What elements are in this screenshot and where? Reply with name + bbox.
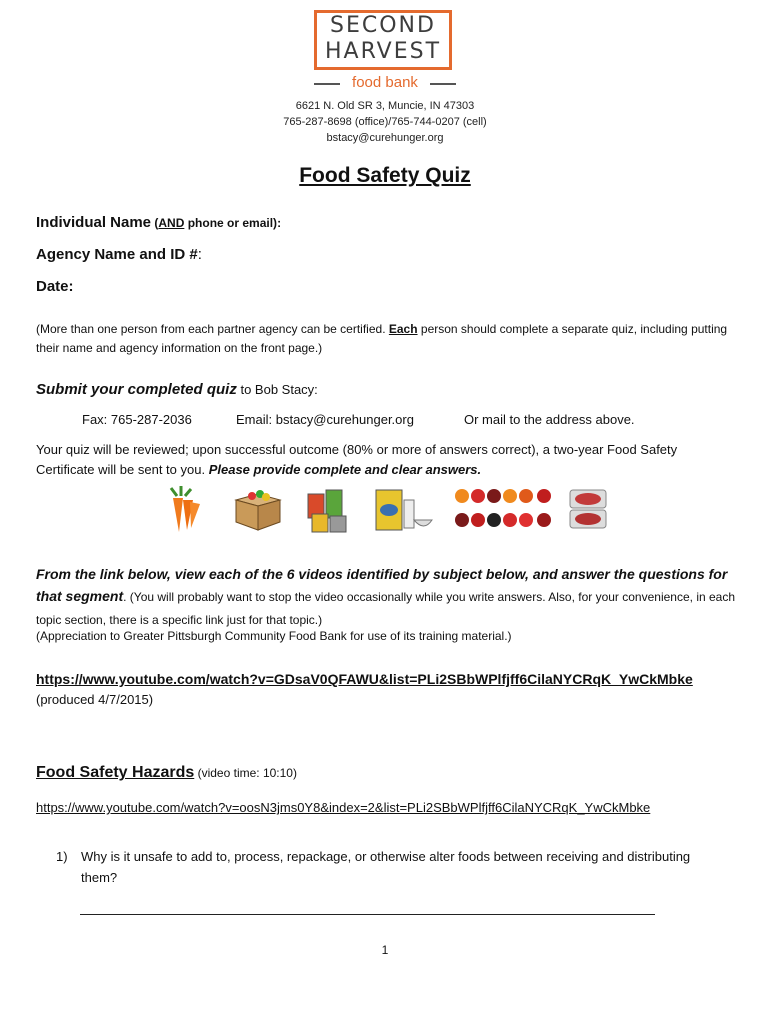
- page-title: Food Safety Quiz: [299, 164, 471, 187]
- address-street: 6621 N. Old SR 3, Muncie, IN 47303: [295, 100, 475, 112]
- logo-line-1: SECOND: [330, 13, 436, 38]
- appreciation-note: (Appreciation to Greater Pittsburgh Community Food Bank for use of its training material.): [36, 629, 512, 643]
- page-number: 1: [381, 943, 389, 957]
- answer-line[interactable]: [80, 913, 655, 915]
- video-instructions: From the link below, view each of the 6 videos identified by subject below, and answer the questions for that segment. (You will probably want to stop the video occasionally while you write answers. Also, for your convenience, in each topic section, there is a specific link just for that topic.): [36, 566, 736, 627]
- second-harvest-logo: [314, 10, 456, 96]
- date-label: Date:: [36, 278, 74, 295]
- canned-goods-icon: [306, 486, 350, 534]
- logo-food-bank: [314, 74, 456, 92]
- contact-fax: Fax: 765-287-2036: [82, 412, 192, 427]
- submit-instruction: Submit your completed quiz to Bob Stacy:: [36, 381, 318, 398]
- agency-field[interactable]: Agency Name and ID #:: [36, 246, 202, 263]
- carrots-icon: [163, 486, 207, 534]
- logo-line-3: food bank: [352, 74, 418, 91]
- date-field[interactable]: [36, 278, 74, 295]
- section-video-link[interactable]: https://www.youtube.com/watch?v=oosN3jms0Y8&index=2&list=PLi2SBbWPlfjff6CilaNYCRqK_YwCkMbke: [36, 800, 651, 815]
- meat-icon: [568, 486, 610, 532]
- produced-date: (produced 4/7/2015): [36, 692, 154, 707]
- address-phones: 765-287-8698 (office)/765-744-0207 (cell): [283, 116, 487, 128]
- agency-label: Agency Name and ID #: [36, 246, 198, 263]
- review-note: Your quiz will be reviewed; upon successful outcome (80% or more of answers correct), a two-year Food Safety Certificate will be sent to you. Please provide complete and clear answers.: [36, 442, 678, 477]
- fruit-icon: [454, 486, 558, 534]
- section-heading: Food Safety Hazards (video time: 10:10): [36, 764, 297, 781]
- question-number: 1): [56, 849, 68, 864]
- cereal-icon: [374, 486, 434, 534]
- certification-note: (More than one person from each partner agency can be certified. Each person should complete a separate quiz, including putting their name and agency information on the front page.): [36, 322, 728, 355]
- contact-email: Email: bstacy@curehunger.org: [236, 412, 414, 427]
- address-email: bstacy@curehunger.org: [326, 132, 444, 144]
- question-text: Why is it unsafe to add to, process, repackage, or otherwise alter foods between receiving and distributing them?: [81, 849, 691, 885]
- main-video-link[interactable]: https://www.youtube.com/watch?v=GDsaV0QFAWU&list=PLi2SBbWPlfjff6CilaNYCRqK_YwCkMbke: [36, 671, 693, 687]
- food-icons-row: [0, 486, 770, 538]
- contact-mail: Or mail to the address above.: [464, 412, 635, 427]
- logo-line-2: HARVEST: [324, 39, 442, 64]
- box-icon: [230, 486, 286, 532]
- individual-name-label: Individual Name: [36, 214, 152, 231]
- individual-name-field[interactable]: Individual Name (AND phone or email):: [36, 214, 282, 231]
